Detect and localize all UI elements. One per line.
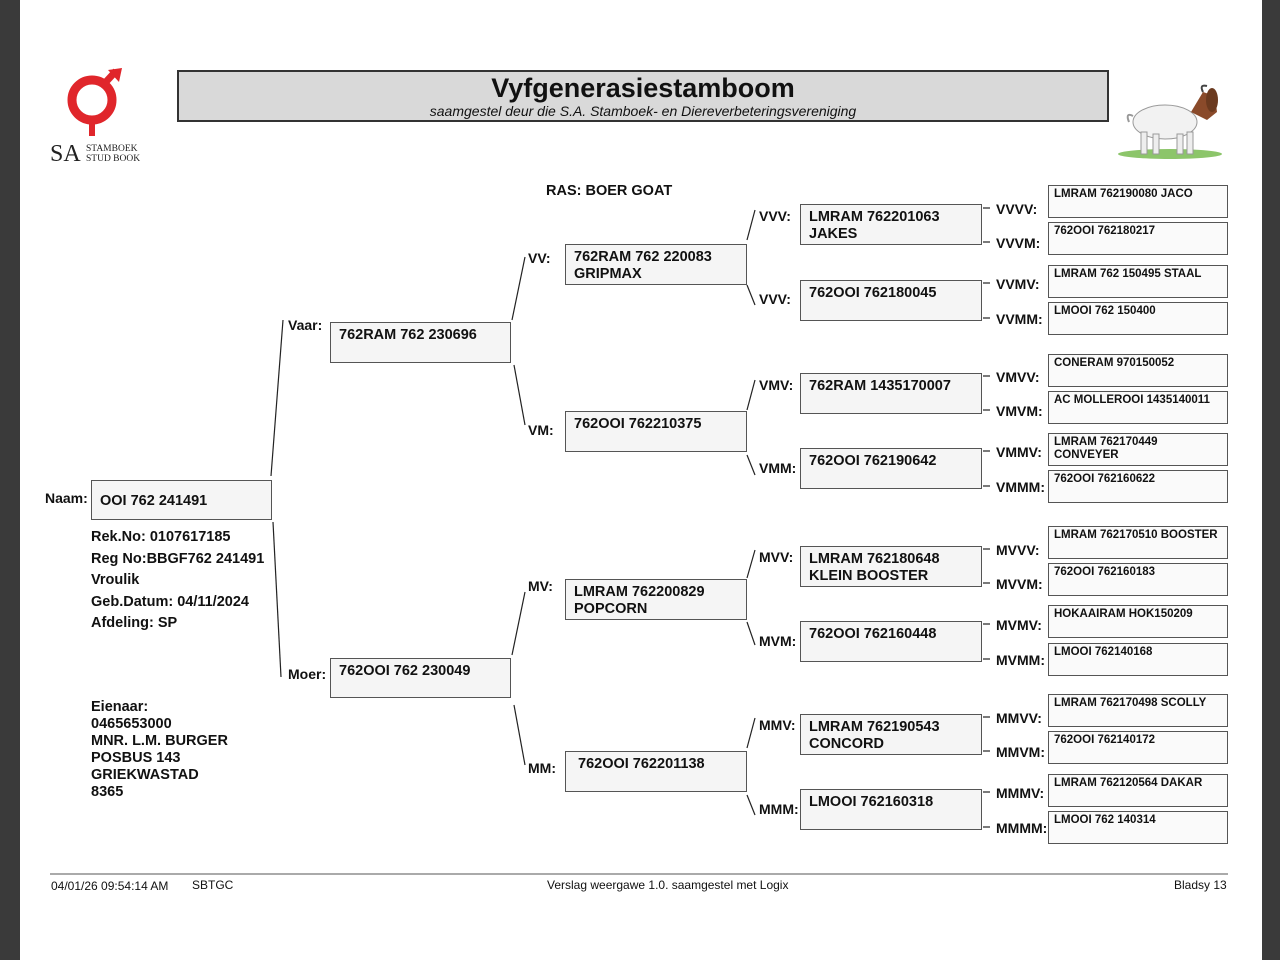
mm-box: [565, 751, 747, 792]
gen5-line1: 762OOI 762160183: [1054, 566, 1156, 578]
mvm-box: [800, 621, 982, 662]
gen5-box: [1048, 605, 1228, 638]
vmv-label: VMV:: [759, 377, 794, 393]
gen5-box: [1048, 731, 1228, 764]
gen5-line1: 762OOI 762140172: [1054, 734, 1156, 746]
vv-box: [565, 244, 747, 285]
mmm-line1: LMOOI 762160318: [809, 794, 934, 810]
gen5-label: MVVM:: [996, 576, 1043, 592]
gen5-line1: 762OOI 762160622: [1054, 473, 1156, 485]
moer-name: 762OOI 762 230049: [339, 663, 471, 679]
gen5-line1: LMRAM 762170498 SCOLLY: [1054, 697, 1207, 709]
vaar-box: [330, 322, 511, 363]
mmv-box: [800, 714, 982, 755]
gen5-box: [1048, 470, 1228, 503]
gen5-label: VVMV:: [996, 276, 1040, 292]
gen5-label: VMVV:: [996, 369, 1040, 385]
gen5-box: [1048, 774, 1228, 807]
gen5-box: [1048, 185, 1228, 218]
vvv2-box: [800, 280, 982, 321]
footer-report: Verslag weergawe 1.0. saamgestel met Logix: [547, 878, 789, 892]
section: Afdeling: SP: [91, 615, 178, 631]
gen5-label: VMMM:: [996, 479, 1045, 495]
footer-page-number: Bladsy 13: [1174, 878, 1227, 892]
breed-label: RAS: BOER GOAT: [546, 183, 673, 199]
gen5-box: [1048, 433, 1228, 466]
footer-code: SBTGC: [192, 878, 234, 892]
animal-name-box: [91, 480, 272, 520]
owner-number: 0465653000: [91, 716, 172, 732]
page-title: Vyfgenerasiestamboom: [491, 73, 795, 103]
gen5-line1: CONERAM 970150052: [1054, 357, 1175, 369]
gen5-label: VMMV:: [996, 444, 1042, 460]
gen5-line1: LMOOI 762 150400: [1054, 305, 1156, 317]
birth-date: Geb.Datum: 04/11/2024: [91, 593, 249, 610]
moer-label: Moer:: [288, 666, 327, 682]
mv-line2: POPCORN: [574, 601, 648, 617]
vm-label: VM:: [528, 422, 554, 438]
rek-no: Rek.No: 0107617185: [91, 529, 231, 545]
sex: Vroulik: [91, 572, 140, 588]
gen5-label: MMVV:: [996, 710, 1042, 726]
gen5-box: [1048, 391, 1228, 424]
gen5-line1: AC MOLLEROOI 1435140011: [1054, 394, 1210, 406]
vmm-box: [800, 448, 982, 489]
gen5-box: [1048, 694, 1228, 727]
owner-name: MNR. L.M. BURGER: [91, 733, 228, 749]
gen5-line1: LMRAM 762120564 DAKAR: [1054, 777, 1203, 789]
gen5-box: [1048, 811, 1228, 844]
gen5-label: MVMM:: [996, 652, 1045, 668]
mv-line1: LMRAM 762200829: [574, 584, 705, 600]
gen5-label: MVMV:: [996, 617, 1042, 633]
vvv1-box: [800, 204, 982, 245]
vvv2-line1: 762OOI 762180045: [809, 285, 937, 301]
animal-details: [91, 527, 264, 635]
mv-box: [565, 579, 747, 620]
vvv1-line2: JAKES: [809, 226, 858, 242]
owner-address2: GRIEKWASTAD: [91, 767, 199, 783]
vmm-line1: 762OOI 762190642: [809, 453, 937, 469]
gen5-line1: 762OOI 762180217: [1054, 225, 1156, 237]
vm-box: [565, 411, 747, 452]
gen5-box: [1048, 643, 1228, 676]
vvv2-label: VVV:: [759, 291, 791, 307]
gen5-box: [1048, 265, 1228, 298]
owner-address1: POSBUS 143: [91, 750, 181, 766]
gen5-box: [1048, 222, 1228, 255]
mmm-label: MMM:: [759, 801, 799, 817]
reg-no: Reg No:BBGF762 241491: [91, 550, 265, 567]
page-subtitle: saamgestel deur die S.A. Stamboek- en Diereverbeteringsvereniging: [429, 103, 857, 119]
gen5-box: [1048, 354, 1228, 387]
vvv1-label: VVV:: [759, 208, 791, 224]
gen5-box: [1048, 302, 1228, 335]
vmm-label: VMM:: [759, 460, 797, 476]
gen5-label: VVVM:: [996, 235, 1041, 251]
vv-label: VV:: [528, 250, 551, 266]
logo-sa-text: SA: [50, 141, 81, 167]
gen5-label: VVMM:: [996, 311, 1043, 327]
vaar-name: 762RAM 762 230696: [339, 327, 477, 343]
owner-details: [91, 699, 228, 801]
gen5-label: VMVM:: [996, 403, 1043, 419]
gen5-line1: HOKAAIRAM HOK150209: [1054, 608, 1193, 620]
gen5-line1: LMOOI 762140168: [1054, 646, 1153, 658]
gen5-label: MVVV:: [996, 542, 1040, 558]
vmv-line1: 762RAM 1435170007: [809, 378, 951, 394]
mvv-label: MVV:: [759, 549, 794, 565]
gen5-box: [1048, 526, 1228, 559]
mvm-label: MVM:: [759, 633, 797, 649]
vm-line1: 762OOI 762210375: [574, 416, 702, 432]
moer-box: [330, 658, 511, 698]
animal-name: OOI 762 241491: [100, 493, 208, 509]
mvv-box: [800, 546, 982, 587]
pedigree-page: [20, 0, 1262, 960]
mvm-line1: 762OOI 762160448: [809, 626, 937, 642]
gen5-line1: LMRAM 762170510 BOOSTER: [1054, 529, 1218, 541]
gen5-line1: LMRAM 762170449: [1054, 436, 1158, 448]
vv-line2: GRIPMAX: [574, 266, 642, 282]
vvv1-line1: LMRAM 762201063: [809, 209, 940, 225]
vv-line1: 762RAM 762 220083: [574, 249, 712, 265]
mv-label: MV:: [528, 578, 553, 594]
gen5-label: MMVM:: [996, 744, 1045, 760]
gen5-line1: LMRAM 762 150495 STAAL: [1054, 268, 1202, 280]
logo-line2: STUD BOOK: [86, 154, 141, 164]
owner-postcode: 8365: [91, 784, 124, 800]
gen5-line1: LMOOI 762 140314: [1054, 814, 1156, 826]
gen5-box: [1048, 563, 1228, 596]
vaar-label: Vaar:: [288, 317, 323, 333]
mm-label: MM:: [528, 760, 556, 776]
mmv-line2: CONCORD: [809, 736, 884, 752]
gen5-line1: LMRAM 762190080 JACO: [1054, 188, 1193, 200]
gen5-label: MMMV:: [996, 785, 1045, 801]
naam-label: Naam:: [45, 490, 88, 506]
gen5-label: MMMM:: [996, 820, 1048, 836]
mmv-line1: LMRAM 762190543: [809, 719, 940, 735]
mm-line1: 762OOI 762201138: [578, 756, 705, 772]
mvv-line2: KLEIN BOOSTER: [809, 568, 929, 584]
mmm-box: [800, 789, 982, 830]
owner-label: Eienaar:: [91, 699, 149, 715]
gen5-label: VVVV:: [996, 201, 1038, 217]
footer-datetime: 04/01/26 09:54:14 AM: [51, 879, 169, 893]
gen5-line2: CONVEYER: [1054, 449, 1119, 461]
vmv-box: [800, 373, 982, 414]
mvv-line1: LMRAM 762180648: [809, 551, 940, 567]
mmv-label: MMV:: [759, 717, 796, 733]
logo-line1: STAMBOEK: [86, 144, 138, 154]
